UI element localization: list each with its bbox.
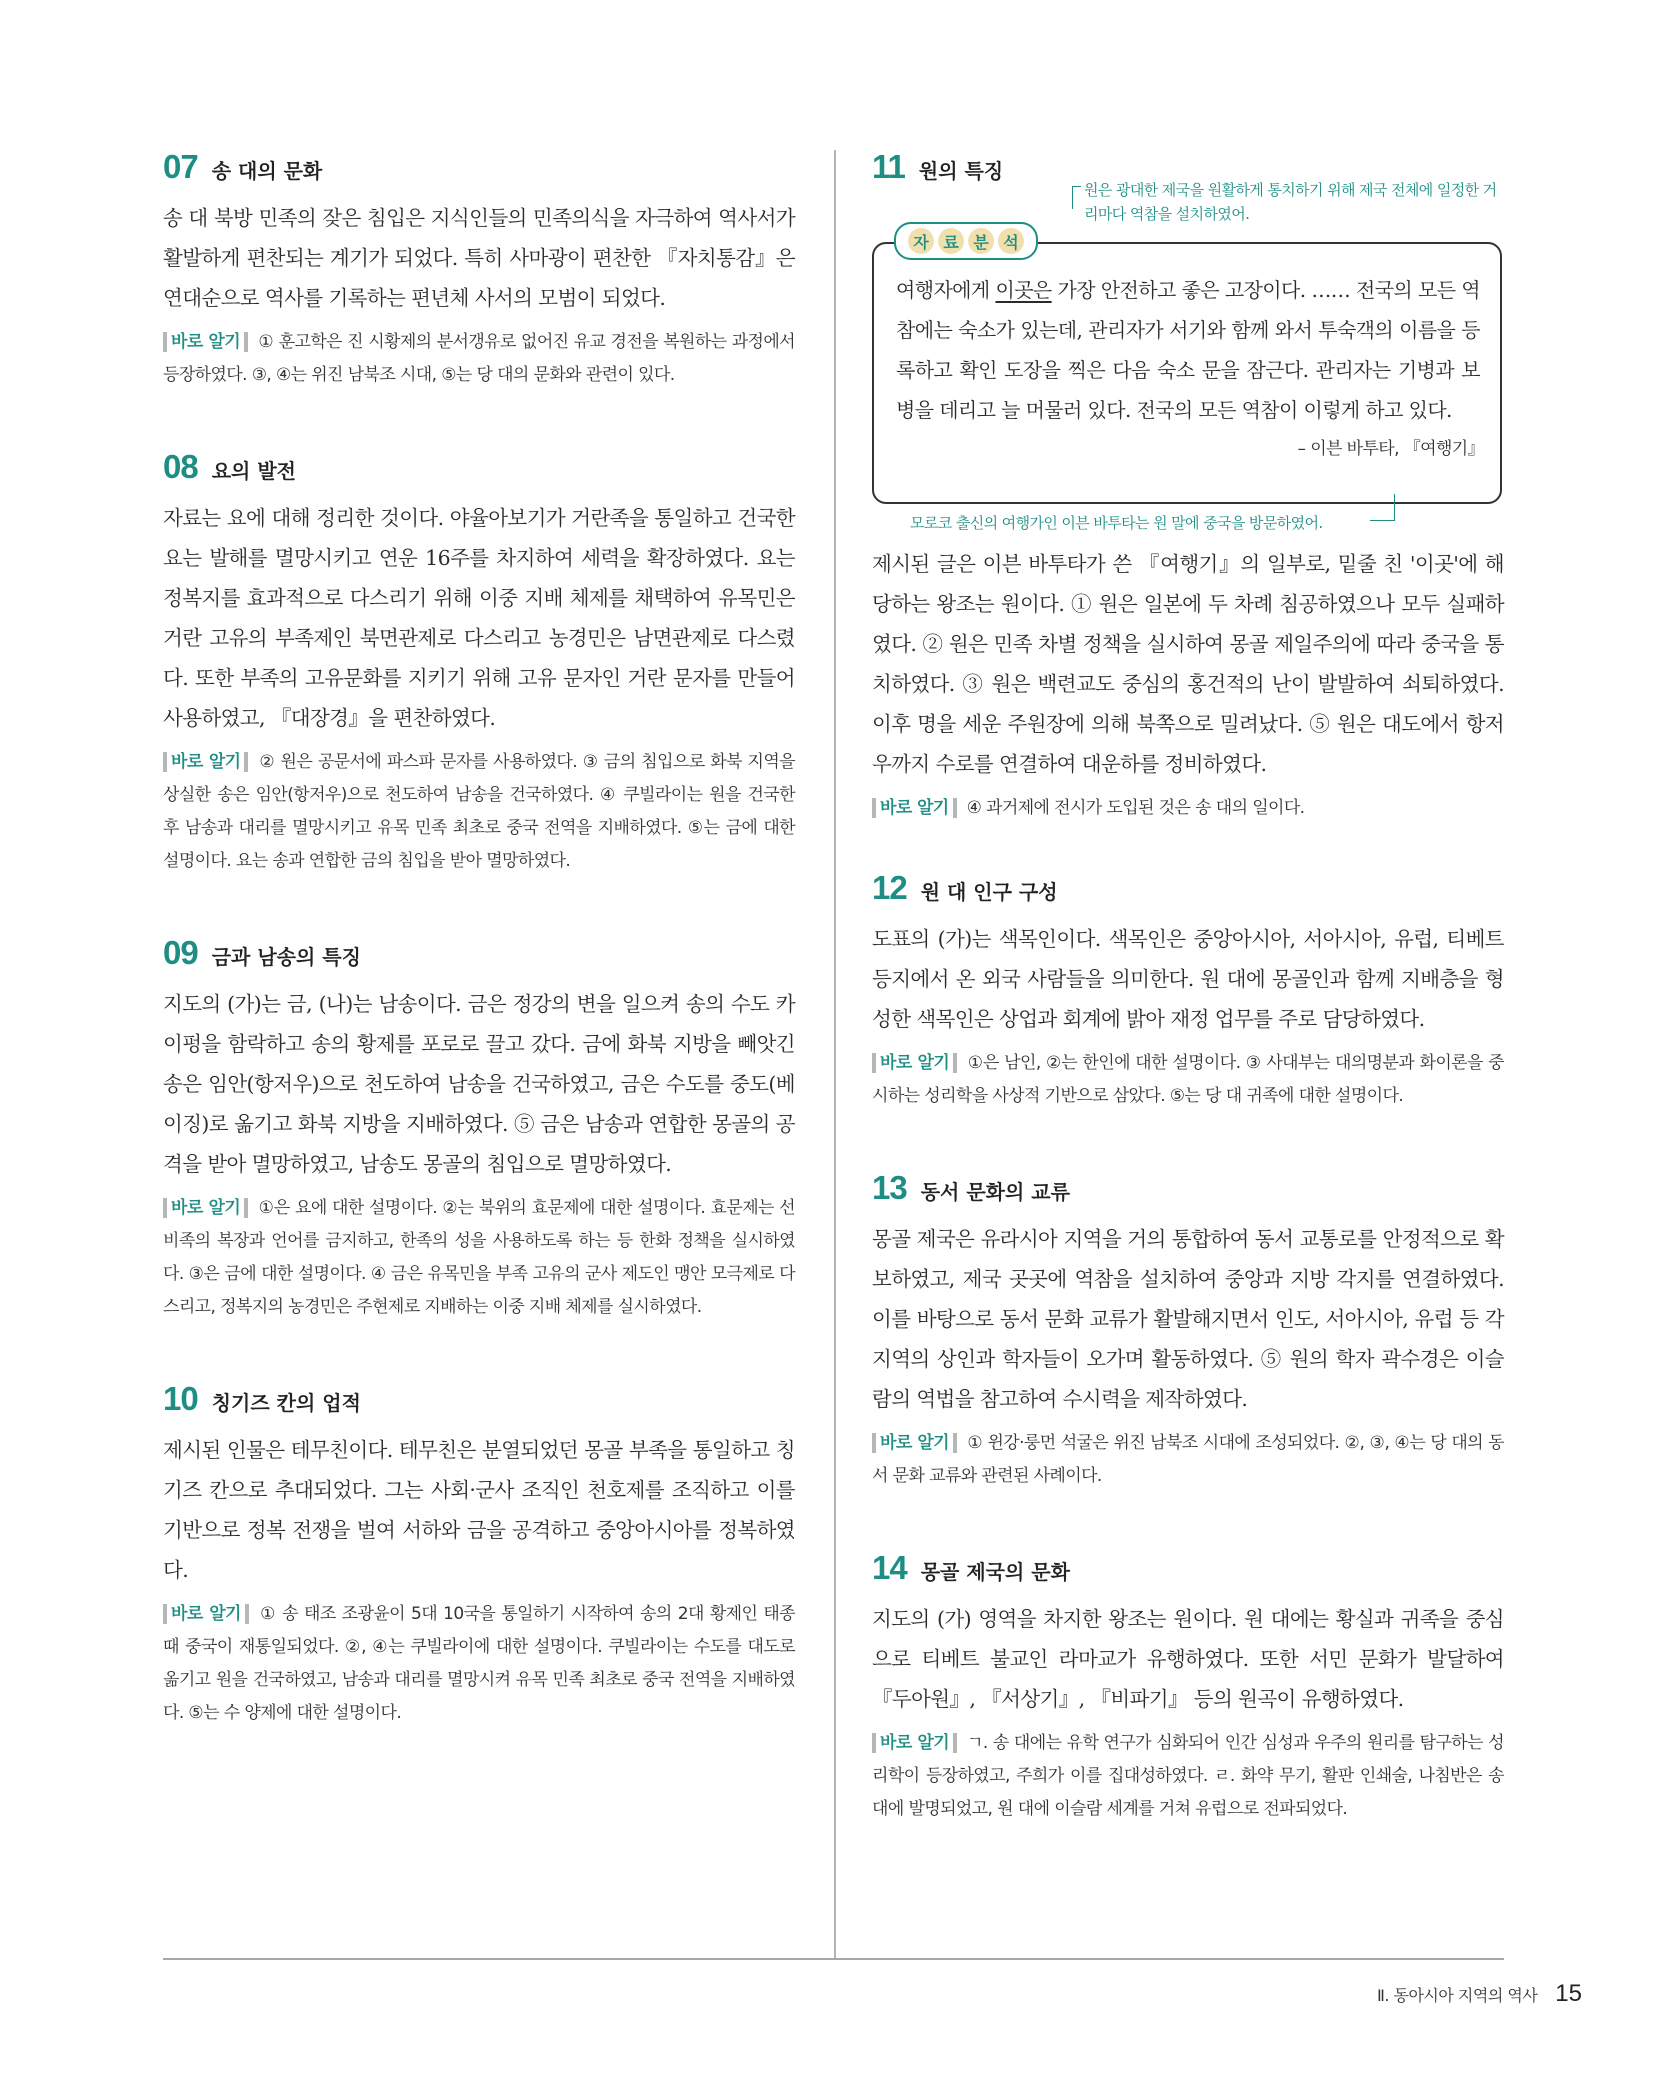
- section-number: 14: [872, 1549, 907, 1586]
- note-label: 바로 알기: [163, 332, 248, 352]
- section-number: 10: [163, 1380, 198, 1417]
- note-label: 바로 알기: [163, 1604, 249, 1624]
- section-09: [163, 934, 795, 1324]
- answer-note: [872, 1727, 1504, 1826]
- note-label: 바로 알기: [872, 1433, 957, 1453]
- note-text: ④ 과거제에 전시가 도입된 것은 송 대의 일이다.: [966, 798, 1305, 818]
- section-12: [872, 869, 1504, 1113]
- label-char: 석: [998, 228, 1024, 254]
- callout-connector: [1072, 186, 1081, 209]
- note-text: ㄱ. 송 대에는 유학 연구가 심화되어 인간 심성과 우주의 원리를 탐구하는 성리학이 등장하였고, 주희가 이를 집대성하였다. ㄹ. 화약 무기, 활판 인쇄술, 나침반은 송 대에 발명되었고, 원 대에 이슬람 세계를 거쳐 유럽으로 전파되었다.: [872, 1733, 1504, 1819]
- source-analysis-label: [894, 222, 1038, 260]
- section-body: 도표의 (가)는 색목인이다. 색목인은 중앙아시아, 서아시아, 유럽, 티베트 등지에서 온 외국 사람들을 의미한다. 원 대에 몽골인과 함께 지배층을 형성한 색목인은 상업과 회계에 밝아 재정 업무를 주로 담당하였다.: [872, 927, 1504, 1031]
- section-title: 송 대의 문화: [211, 159, 323, 183]
- source-text: 여행자에게 이곳은 가장 안전하고 좋은 고장이다. …… 전국의 모든 역참에는 숙소가 있는데, 관리자가 서기와 함께 와서 투숙객의 이름을 등록하고 확인 도장을 찍은 다음 숙소 문을 잠근다. 관리자는 기병과 보병을 데리고 늘 머물러 있다. 전국의 모든 역참이 이렇게 하고 있다.: [896, 278, 1481, 422]
- note-label: 바로 알기: [872, 1733, 957, 1753]
- section-number: 07: [163, 148, 198, 185]
- section-title: 원의 특징: [918, 159, 1004, 183]
- section-header: [163, 1380, 795, 1426]
- note-label: 바로 알기: [163, 752, 248, 772]
- section-13: [872, 1169, 1504, 1493]
- section-body: 몽골 제국은 유라시아 지역을 거의 통합하여 동서 교통로를 안정적으로 확보하였고, 제국 곳곳에 역참을 설치하여 중앙과 지방 각지를 연결하였다. 이를 바탕으로 동서 문화 교류가 활발해지면서 인도, 서아시아, 유럽 등 각 지역의 상인과 학자들이 오가며 활동하였다. ⑤ 원의 학자 곽수경은 이슬람의 역법을 참고하여 수시력을 제작하였다.: [872, 1227, 1504, 1411]
- section-title: 금과 남송의 특징: [211, 945, 361, 969]
- section-body: 지도의 (가) 영역을 차지한 왕조는 원이다. 원 대에는 황실과 귀족을 중심으로 티베트 불교인 라마교가 유행하였다. 또한 서민 문화가 발달하여 『두아원』, 『서상기』, 『비파기』 등의 원곡이 유행하였다.: [872, 1607, 1504, 1711]
- section-header: [163, 448, 795, 494]
- note-label: 바로 알기: [872, 1053, 957, 1073]
- section-body: 지도의 (가)는 금, (나)는 남송이다. 금은 정강의 변을 일으켜 송의 수도 카이펑을 함락하고 송의 황제를 포로로 끌고 갔다. 금에 화북 지방을 빼앗긴 송은 임안(항저우)으로 천도하여 남송을 건국하였고, 금은 수도를 중도(베이징)로 옮기고 화북 지방을 지배하였다. ⑤ 금은 남송과 연합한 몽골의 공격을 받아 멸망하였고, 남송도 몽골의 침입으로 멸망하였다.: [163, 992, 795, 1176]
- section-title: 동서 문화의 교류: [920, 1180, 1070, 1204]
- callout-connector: [1370, 494, 1395, 521]
- label-char: 자: [908, 228, 934, 254]
- callout-bottom: 모로코 출신의 여행가인 이븐 바투타는 원 말에 중국을 방문하였어.: [906, 512, 1327, 533]
- underlined-term: 이곳은: [995, 278, 1052, 302]
- section-number: 13: [872, 1169, 907, 1206]
- left-column: [163, 148, 795, 1786]
- section-header: [872, 1549, 1504, 1595]
- section-body: 제시된 인물은 테무친이다. 테무친은 분열되었던 몽골 부족을 통일하고 칭기즈 칸으로 추대되었다. 그는 사회·군사 조직인 천호제를 조직하고 이를 기반으로 정복 전쟁을 벌여 서하와 금을 공격하고 중앙아시아를 정복하였다.: [163, 1438, 795, 1582]
- page-number: 15: [1555, 1980, 1582, 2007]
- section-number: 11: [872, 148, 905, 185]
- footer-rule: [163, 1958, 1504, 1960]
- section-header: [163, 148, 795, 194]
- section-number: 12: [872, 869, 907, 906]
- section-header: [872, 1169, 1504, 1215]
- section-title: 요의 발전: [211, 459, 296, 483]
- section-14: [872, 1549, 1504, 1826]
- section-08: [163, 448, 795, 878]
- right-column: [872, 148, 1504, 1882]
- answer-note: [163, 1192, 795, 1324]
- source-box: [872, 242, 1502, 504]
- section-title: 원 대 인구 구성: [920, 880, 1058, 904]
- section-header: [872, 869, 1504, 915]
- note-text: ① 송 태조 조광윤이 5대 10국을 통일하기 시작하여 송의 2대 황제인 태종 때 중국이 재통일되었다. ②, ④는 쿠빌라이에 대한 설명이다. 쿠빌라이는 수도를 대도로 옮기고 원을 건국하였고, 남송과 대리를 멸망시켜 유목 민족 최초로 중국 전역을 지배하였다. ⑤는 수 양제에 대한 설명이다.: [163, 1604, 796, 1723]
- note-text: ① 훈고학은 진 시황제의 분서갱유로 없어진 유교 경전을 복원하는 과정에서 등장하였다. ③, ④는 위진 남북조 시대, ⑤는 당 대의 문화와 관련이 있다.: [163, 332, 795, 385]
- section-header: [163, 934, 795, 980]
- note-text: ① 윈강·룽먼 석굴은 위진 남북조 시대에 조성되었다. ②, ③, ④는 당 대의 동서 문화 교류와 관련된 사례이다.: [872, 1433, 1504, 1486]
- source-attribution: – 이븐 바투타, 『여행기』: [1298, 434, 1485, 459]
- note-label: 바로 알기: [872, 798, 957, 818]
- note-text: ①은 남인, ②는 한인에 대한 설명이다. ③ 사대부는 대의명분과 화이론을 중시하는 성리학을 사상적 기반으로 삼았다. ⑤는 당 대 귀족에 대한 설명이다.: [872, 1053, 1504, 1106]
- note-text: ② 원은 공문서에 파스파 문자를 사용하였다. ③ 금의 침입으로 화북 지역을 상실한 송은 임안(항저우)으로 천도하여 남송을 건국하였다. ④ 쿠빌라이는 원을 건국한 후 남송과 대리를 멸망시키고 유목 민족 최초로 중국 전역을 지배하였다. ⑤는 금에 대한 설명이다. 요는 송과 연합한 금의 침입을 받아 멸망하였다.: [163, 752, 795, 871]
- section-10: [163, 1380, 795, 1730]
- footer-unit-title: Ⅱ. 동아시아 지역의 역사: [1376, 1986, 1538, 2005]
- section-body: 송 대 북방 민족의 잦은 침입은 지식인들의 민족의식을 자극하여 역사서가 활발하게 편찬되는 계기가 되었다. 특히 사마광이 편찬한 『자치통감』은 연대순으로 역사를 기록하는 편년체 사서의 모범이 되었다.: [163, 206, 795, 310]
- answer-note: [872, 1047, 1504, 1113]
- section-title: 몽골 제국의 문화: [920, 1560, 1070, 1584]
- section-number: 08: [163, 448, 198, 485]
- note-label: 바로 알기: [163, 1198, 248, 1218]
- answer-note: [872, 792, 1504, 825]
- page-footer: [1377, 1980, 1582, 2008]
- answer-note: [163, 326, 795, 392]
- label-char: 료: [938, 228, 964, 254]
- section-number: 09: [163, 934, 198, 971]
- section-07: [163, 148, 795, 392]
- note-text: ①은 요에 대한 설명이다. ②는 북위의 효문제에 대한 설명이다. 효문제는 선비족의 복장과 언어를 금지하고, 한족의 성을 사용하도록 하는 등 한화 정책을 실시하였다. ③은 금에 대한 설명이다. ④ 금은 유목민을 부족 고유의 군사 제도인 맹안 모극제로 다스리고, 정복지의 농경민은 주현제로 지배하는 이중 지배 체제를 실시하였다.: [163, 1198, 795, 1317]
- callout-top: 원은 광대한 제국을 원활하게 통치하기 위해 제국 전체에 일정한 거리마다 역참을 설치하였어.: [1084, 181, 1497, 223]
- section-11: [872, 148, 1504, 825]
- column-divider: [834, 150, 836, 1958]
- answer-note: [163, 746, 795, 878]
- section-body: 자료는 요에 대해 정리한 것이다. 야율아보기가 거란족을 통일하고 건국한 요는 발해를 멸망시키고 연운 16주를 차지하여 세력을 확장하였다. 요는 정복지를 효과적으로 다스리기 위해 이중 지배 체제를 채택하여 유목민은 거란 고유의 부족제인 북면관제로 다스리고 농경민은 남면관제로 다스렸다. 또한 부족의 고유문화를 지키기 위해 고유 문자인 거란 문자를 만들어 사용하였고, 『대장경』을 편찬하였다.: [163, 506, 795, 730]
- answer-note: [872, 1427, 1504, 1493]
- section-title: 칭기즈 칸의 업적: [211, 1391, 361, 1415]
- section-body: 제시된 글은 이븐 바투타가 쓴 『여행기』의 일부로, 밑줄 친 '이곳'에 해당하는 왕조는 원이다. ① 원은 일본에 두 차례 침공하였으나 모두 실패하였다. ② 원은 민족 차별 정책을 실시하여 몽골 제일주의에 따라 중국을 통치하였다. ③ 원은 백련교도 중심의 홍건적의 난이 발발하여 쇠퇴하였다. 이후 명을 세운 주원장에 의해 북쪽으로 밀려났다. ⑤ 원은 대도에서 항저우까지 수로를 연결하여 대운하를 정비하였다.: [872, 552, 1504, 776]
- label-char: 분: [968, 228, 994, 254]
- source-analysis: [872, 181, 1504, 532]
- answer-note: [163, 1598, 795, 1730]
